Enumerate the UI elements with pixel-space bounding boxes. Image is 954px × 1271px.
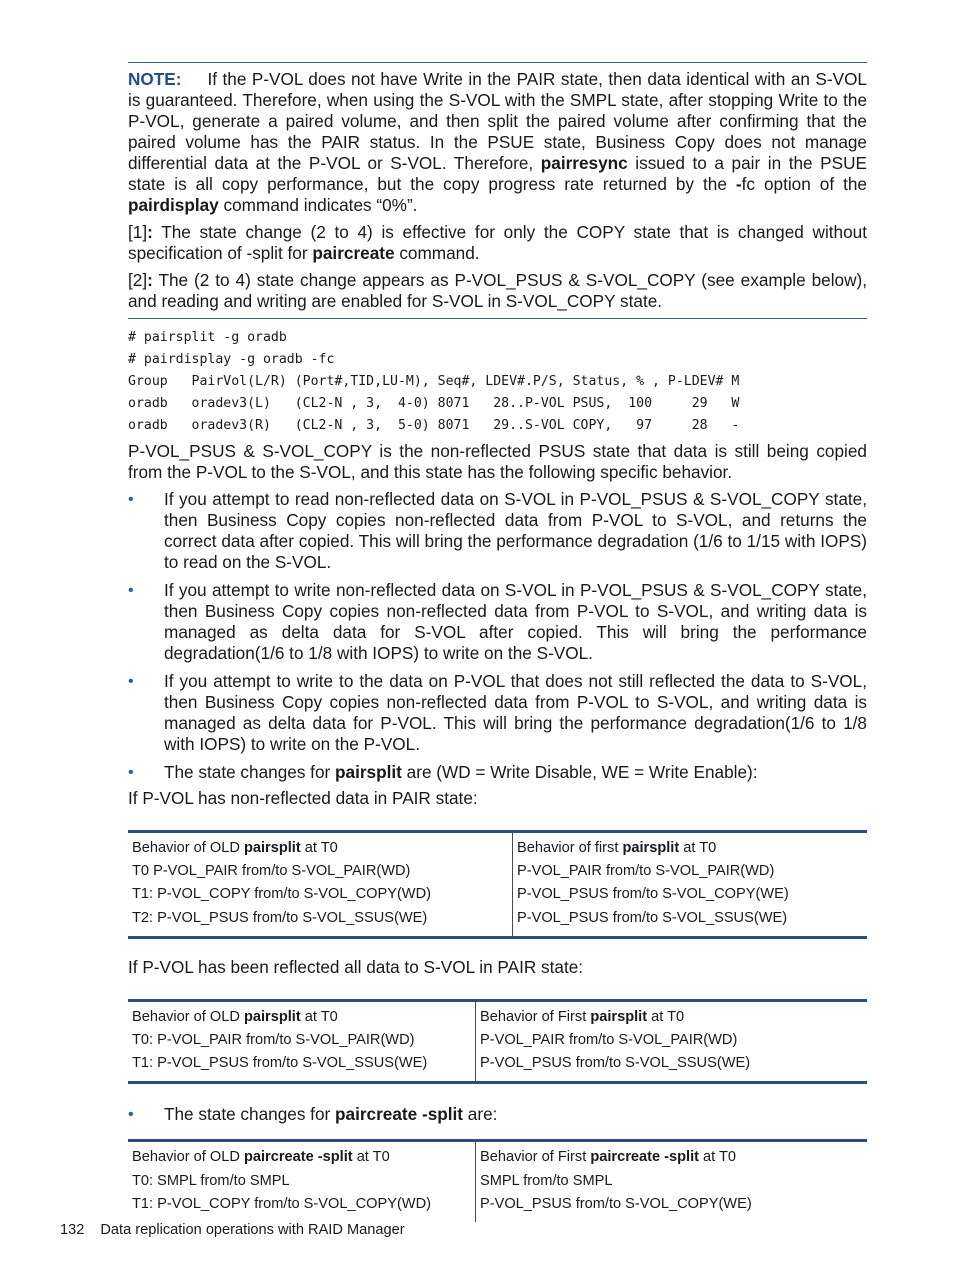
list-item [128,580,867,664]
cell-line: P-VOL_PAIR from/to S-VOL_PAIR(WD) [517,863,775,880]
note-paragraph-3 [128,270,867,312]
cell-line: SMPL from/to SMPL [480,1172,613,1189]
bullet-icon: • [128,491,134,508]
page-number: 132 [60,1222,85,1238]
cmd-pairresync: pairresync [540,153,628,173]
cmd-pairsplit: pairsplit [335,762,402,782]
bullet-icon: • [128,582,134,599]
cell-line: T1: P-VOL_COPY from/to S-VOL_COPY(WD) [132,1195,431,1212]
bullet-icon: • [128,764,134,781]
code-line: # pairdisplay -g oradb -fc [128,352,335,367]
cell-header: Behavior of OLD pairsplit at T0 [132,840,338,856]
footnote-colon: : [147,270,153,290]
table-cell-old [128,832,513,938]
cell-line: P-VOL_PAIR from/to S-VOL_PAIR(WD) [480,1032,738,1049]
cmd-pairdisplay: pairdisplay [128,195,219,215]
note-text: issued to a pair in the PSUE state is all copy performance, but the copy progress rate returned by the [128,153,867,194]
note-text: If the P-VOL does not have Write in the PAIR state, then data identical with an S-VOL is guaranteed. Therefore, when using the S-VOL with the SMPL state, after stopping Write to the P-VOL, generate a paired volume, and then split the paired volume after confirming that the paired volume has the PAIR status. In the PSUE state, Business Copy does not manage differential data at the P-VOL or S-VOL. Therefore, [128,69,867,173]
note-text: The state change (2 to 4) is effective for only the COPY state that is changed without specification of -split for [128,222,867,263]
note-paragraph-1 [128,69,867,216]
cell-line: T0: SMPL from/to SMPL [132,1172,290,1189]
code-line: oradb oradev3(R) (CL2-N , 3, 5-0) 8071 29..S-VOL COPY, 97 28 - [128,418,740,433]
behavior-list [128,489,867,783]
list-item-text: are: [463,1104,498,1125]
table-cell-new [513,832,868,938]
cell-line: T0 P-VOL_PAIR from/to S-VOL_PAIR(WD) [132,863,411,880]
cell-header: Behavior of OLD paircreate -split at T0 [132,1149,390,1166]
state-table-2 [128,999,867,1085]
cell-header: Behavior of first pairsplit at T0 [517,840,717,856]
cell-line: T1: P-VOL_PSUS from/to S-VOL_SSUS(WE) [132,1055,428,1072]
cmd-paircreate-split: paircreate -split [335,1104,464,1125]
code-line: oradb oradev3(L) (CL2-N , 3, 4-0) 8071 28..P-VOL PSUS, 100 29 W [128,396,740,411]
note-text: fc option of the [741,174,867,194]
list-item-text: The state changes for [164,762,336,782]
list-item-text: If you attempt to write non-reflected data on S-VOL in P-VOL_PSUS & S-VOL_COPY state, then Business Copy copies non-reflected data from P-VOL to S-VOL, and writing data is managed as delta data for S-VOL after copied. This will bring the performance degradation(1/6 to 1/8 with IOPS) to write on the S-VOL. [164,580,867,663]
table-cell-old [128,1000,476,1083]
condition-1: If P-VOL has non-reflected data in PAIR state: [128,788,478,808]
note-text: command. [394,243,480,263]
cell-line: P-VOL_PSUS from/to S-VOL_SSUS(WE) [480,1055,751,1072]
list-item-text: The state changes for [164,1104,336,1125]
cmd-paircreate: paircreate [312,243,395,263]
list-item-text: If you attempt to read non-reflected data on S-VOL in P-VOL_PSUS & S-VOL_COPY state, then Business Copy copies non-reflected data from P-VOL to S-VOL, and returns the correct data after copied. This will bring the performance degradation (1/6 to 1/15 with IOPS) to read on the S-VOL. [164,489,867,572]
cell-line: T0: P-VOL_PAIR from/to S-VOL_PAIR(WD) [132,1032,415,1049]
list-item-text: are (WD = Write Disable, WE = Write Enable): [401,762,758,782]
footnote-colon: : [147,222,153,242]
option-dash: - [735,174,742,194]
page-content [128,62,867,1222]
bullet-icon: • [128,1106,134,1124]
paircreate-list [128,1104,867,1125]
note-label: NOTE: [128,69,182,89]
footnote-ref: [2] [128,270,148,290]
note-text: The (2 to 4) state change appears as P-VOL_PSUS & S-VOL_COPY (see example below), and reading and writing are enabled for S-VOL in S-VOL_COPY state. [128,270,867,311]
note-box [128,62,867,319]
cell-header: Behavior of First pairsplit at T0 [480,1008,685,1025]
list-item [128,671,867,755]
code-example [128,327,867,437]
note-text: command indicates “0%”. [218,195,418,215]
code-line: Group PairVol(L/R) (Port#,TID,LU-M), Seq#, LDEV#.P/S, Status, % , P-LDEV# M [128,374,740,389]
state-table-3 [128,1139,867,1222]
footer-title: Data replication operations with RAID Manager [100,1222,405,1238]
cell-line: P-VOL_PSUS from/to S-VOL_COPY(WE) [480,1195,752,1212]
condition-2: If P-VOL has been reflected all data to S-VOL in PAIR state: [128,956,584,977]
table-cell-new [476,1141,868,1222]
list-item [128,489,867,573]
intro-paragraph: P-VOL_PSUS & S-VOL_COPY is the non-reflected PSUS state that data is still being copied from the P-VOL to the S-VOL, and this state has the following specific behavior. [128,441,867,482]
code-line: # pairsplit -g oradb [128,330,287,345]
footnote-ref: [1] [128,222,148,242]
cell-header: Behavior of First paircreate -split at T0 [480,1149,737,1166]
cell-line: P-VOL_PSUS from/to S-VOL_COPY(WE) [517,886,789,903]
list-item [128,762,867,783]
table-cell-old [128,1141,476,1222]
state-table-1 [128,830,867,939]
bullet-icon: • [128,673,134,690]
cell-header: Behavior of OLD pairsplit at T0 [132,1008,338,1025]
list-item-text: If you attempt to write to the data on P-VOL that does not still reflected the data to S-VOL, then Business Copy copies non-reflected data from P-VOL to S-VOL, and writing data is managed as delta data for P-VOL. This will bring the performance degradation(1/6 to 1/8 with IOPS) to write on the P-VOL. [164,671,867,754]
list-item [128,1104,867,1125]
table-cell-new [476,1000,868,1083]
cell-line: T2: P-VOL_PSUS from/to S-VOL_SSUS(WE) [132,909,428,926]
note-paragraph-2 [128,222,867,264]
cell-line: P-VOL_PSUS from/to S-VOL_SSUS(WE) [517,909,788,926]
page-footer [60,1222,405,1238]
cell-line: T1: P-VOL_COPY from/to S-VOL_COPY(WD) [132,886,431,903]
